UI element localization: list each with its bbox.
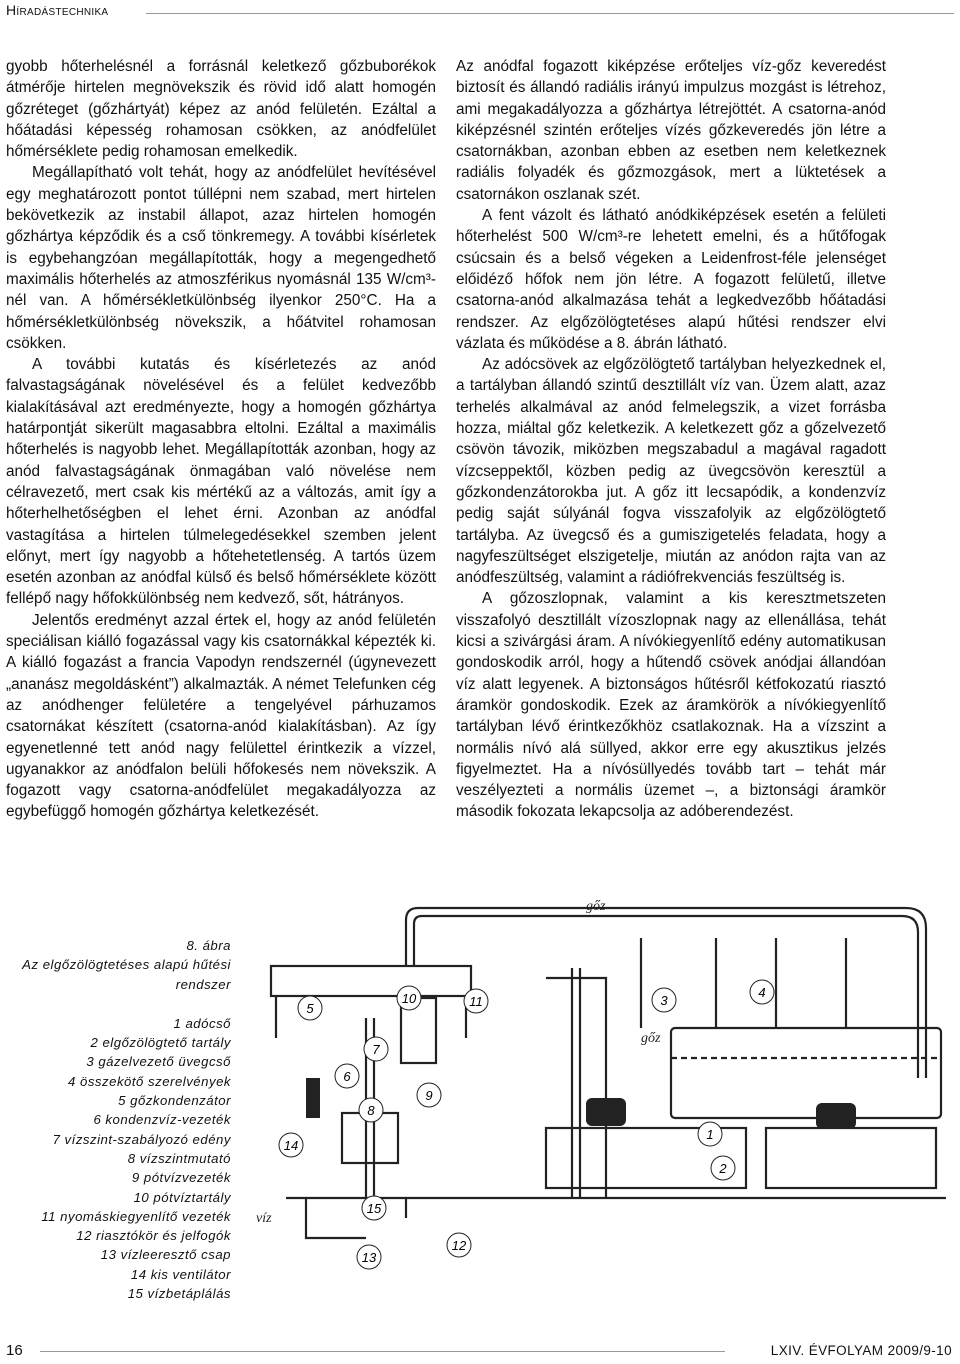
svg-text:15: 15 <box>366 1201 382 1216</box>
callout-13 <box>357 1245 381 1269</box>
legend-item: 14 kis ventilátor <box>130 1266 231 1282</box>
legend-item: 12 riasztókör és jelfogók <box>76 1228 231 1244</box>
callout-11 <box>464 989 488 1013</box>
callout-4 <box>750 980 774 1004</box>
svg-text:9: 9 <box>425 1088 433 1103</box>
diagram-text-labels <box>256 899 661 1226</box>
callout-6 <box>335 1064 359 1088</box>
callout-5 <box>298 996 322 1020</box>
legend-item: 8 vízszintmutató <box>127 1150 231 1166</box>
figure-number: 8. ábra <box>186 938 231 953</box>
paragraph: A további kutatás és kísérletezés az anód falvastagságának növelésével és a felület kedvezőbb kialakításával azt eredményezte, hogy a homogén gőzhártya határpontját sikerült magasabbra eltolni. Ezáltal a maximális hőterhelés is nagyobb lehet. Megállapították azonban, hogy az anód falvastagságának önmagában való növelése nem célravezető, mert csak kis mértékű az a változás, amit így a hőterhelhetőségben el lehet érni. Azonban az anódfal vastagítása a hirtelen túlmelegedésekkel szemben jelent előnyt, mert így nagyobb a hőtehetetlenség. A tartós üzem esetén azonban az anódfal külső és belső hőmérséklete között fellépő nagy hőfokkülönbség nem kedvező, sőt, hátrányos. <box>6 356 436 608</box>
callout-8 <box>359 1098 383 1122</box>
legend-item: 6 kondenzvíz-vezeték <box>93 1112 231 1128</box>
callout-15 <box>362 1196 386 1220</box>
svg-text:12: 12 <box>451 1238 467 1253</box>
label-steam-top: gőz <box>586 899 606 914</box>
callout-10 <box>397 986 421 1010</box>
pipework <box>271 908 946 1238</box>
callout-12 <box>447 1233 471 1257</box>
paragraph: Megállapítható volt tehát, hogy az anódfelület hevítésével egy meghatározott pontot túllépni nem szabad, mert hirtelen bekövetkezik az instabil állapot, azaz hirtelen homogén gőzhártya képződik és a cső tönkremegy. A további kísérletek is egybehangzóan megállapították, hogy a megengedhető maximális hőterhelés az atmoszférikus nyomásnál 135 W/cm³-nél van. A hőmérsékletkülönbség ilyenkor 250°C. Ha a hőmérsékletkülönbség növekszik, a hőátvitel rohamosan csökken. <box>6 164 436 352</box>
page-footer <box>0 1338 960 1364</box>
callout-2 <box>711 1156 735 1180</box>
legend-item: 3 gázelvezető üvegcső <box>86 1054 231 1070</box>
paragraph: gyobb hőterhelésnél a forrásnál keletkező gőzbuborékok átmérője hirtelen megnövekszik és rövid idő alatt homogén gőzréteget (gőzhártyát) képez az anód felületén. Ezáltal a hőátadási képesség rohamosan csökken, az anódfelület hőmérséklete pedig rohamosan emelkedik. <box>6 58 436 161</box>
left-column <box>6 56 436 823</box>
page-number: 16 <box>6 1342 23 1359</box>
legend-item: 15 vízbetáplálás <box>127 1286 231 1302</box>
callout-9 <box>417 1083 441 1107</box>
callout-14 <box>279 1133 303 1157</box>
callout-3 <box>652 988 676 1012</box>
number-callouts <box>279 980 774 1269</box>
paragraph: A gőzoszlopnak, valamint a kis keresztmetszeten visszafolyó desztillált vízoszlopnak nagy az ellenállása, tehát kicsi a szivárgási áram. A nívókiegyenlítő edény automatikusan gondoskodik arról, hogy a hűtendő csövek anódjai állandóan víz alatt legyenek. A biztonságos hűtésről kétfokozatú riasztó áramkör gondoskodik. Ezek az áramkörök a nívókiegyenlítő tartályban lévő érintkezőkhöz csatlakoznak. Ha a vízszint a normális nívó alá süllyed, akkor erre egy akusztikus jelzés figyelmeztet. Ha a nívósüllyedés tovább tart – tehát már veszélyezteti a normális üzemet –, a biztonsági áramkör második fokozata lekapcsolja az adóberendezést. <box>456 590 886 821</box>
section-title: Híradástechnika <box>6 2 109 18</box>
header-rule <box>146 13 954 14</box>
label-steam-right: gőz <box>641 1031 661 1046</box>
legend-item: 2 elgőzölögtető tartály <box>90 1035 231 1051</box>
svg-text:14: 14 <box>283 1138 299 1153</box>
svg-text:1: 1 <box>706 1127 714 1142</box>
legend-item: 7 vízszint-szabályozó edény <box>52 1131 231 1147</box>
cooling-system-diagram <box>246 898 951 1280</box>
running-header <box>0 0 960 22</box>
svg-text:7: 7 <box>372 1042 380 1057</box>
legend-item: 9 pótvízvezeték <box>131 1170 231 1186</box>
legend-item: 1 adócső <box>173 1015 231 1031</box>
right-column <box>456 56 886 823</box>
journal-issue: LXIV. ÉVFOLYAM 2009/9-10 <box>770 1343 952 1358</box>
paragraph: A fent vázolt és látható anódkiképzések esetén a felületi hőterhelést 500 W/cm³-re lehetett emelni, és a hűtőfogak csúcsain és a belső végeken a Leidenfrost-féle jelenséget előidéző hőfok nem jön létre. A fogazott felületű, illetve csatorna-anód alkalmazása tehát a legkedvezőbb hőátadási rendszer. Az elgőzölögtetéses alapú hűtési rendszer elvi vázlata és működése a 8. ábrán látható. <box>456 207 886 352</box>
footer-rule <box>40 1351 725 1352</box>
svg-text:11: 11 <box>469 994 483 1009</box>
figure-caption <box>6 936 231 1303</box>
svg-text:2: 2 <box>719 1161 727 1176</box>
legend-item: 4 összekötő szerelvények <box>68 1073 231 1089</box>
figure-title: Az elgőzölögtetéses alapú hűtési rendszer <box>22 957 231 992</box>
svg-text:8: 8 <box>367 1103 375 1118</box>
label-water: víz <box>256 1211 272 1226</box>
legend-item: 10 pótvíztartály <box>133 1189 231 1205</box>
legend-item: 5 gőzkondenzátor <box>118 1093 231 1109</box>
callout-1 <box>698 1122 722 1146</box>
paragraph: Jelentős eredményt azzal értek el, hogy az anód felületén speciálisan kiálló fogazással vagy kis csatornákkal képezték ki. A kiálló fogazást a francia Vapodyn rendszernél (úgynevezett „ananász megoldásként”) alkalmazták. A német Telefunken cég az anódhenger felületére a tengelyével párhuzamos csatornákat készített (csatorna-anód kialakításban). Az így egyenetlenné tett anód nagy felülettel érintkezik a vízzel, ugyanakkor az anódfalon belüli hőfokesés nem növekszik. A fogazott vagy csatorna-anódfelület megakadályozza az egybefüggő homogén gőzhártya keletkezését. <box>6 611 436 821</box>
paragraph: Az anódfal fogazott kiképzése erőteljes víz-gőz keveredést biztosít és állandó radiális irányú impulzus mozgást is létrehoz, ami megakadályozza a gőzhártya létrejöttét. A csatorna-anód kiképzésnél szintén erőteljes vízés gőzkeveredés jön létre a csatornákban, azonban ebben az esetben nem keletkeznek radiális folyadék és gőzmozgások, mert a lüktetések a csatornákon oszlanak szét. <box>456 58 886 203</box>
legend-item: 11 nyomáskiegyenlítő vezeték <box>41 1208 231 1224</box>
paragraph: Az adócsövek az elgőzölögtető tartályban helyezkednek el, a tartályban állandó szintű desztillált víz van. Üzem alatt, azaz terhelés alkalmával az anód felmelegszik, a vizet forrásba hozza, miáltal gőz keletkezik. A keletkezett gőz a gőzelvezető csövön távozik, miközben megszabadul a magával ragadott vízcseppektől, közben pedig az üvegcsövön keresztül a gőzkondenzátorokba jut. A gőz itt lecsapódik, a kondenzvíz pedig saját súlyánál fogva visszafolyik az elgőzölögtető tartályba. Az üvegcső és a gumiszigetelés feladata, hogy a nagyfeszültséget elszigetelje, miután az anódon rajta van az anódfeszültség, valamint a rádiófrekvenciás feszültség is. <box>456 356 886 587</box>
svg-text:4: 4 <box>758 985 766 1000</box>
svg-text:10: 10 <box>401 991 417 1006</box>
callout-7 <box>364 1037 388 1061</box>
svg-text:6: 6 <box>343 1069 351 1084</box>
svg-text:13: 13 <box>361 1250 377 1265</box>
svg-text:5: 5 <box>306 1001 314 1016</box>
svg-text:3: 3 <box>660 993 668 1008</box>
legend-item: 13 vízleeresztő csap <box>100 1247 231 1263</box>
